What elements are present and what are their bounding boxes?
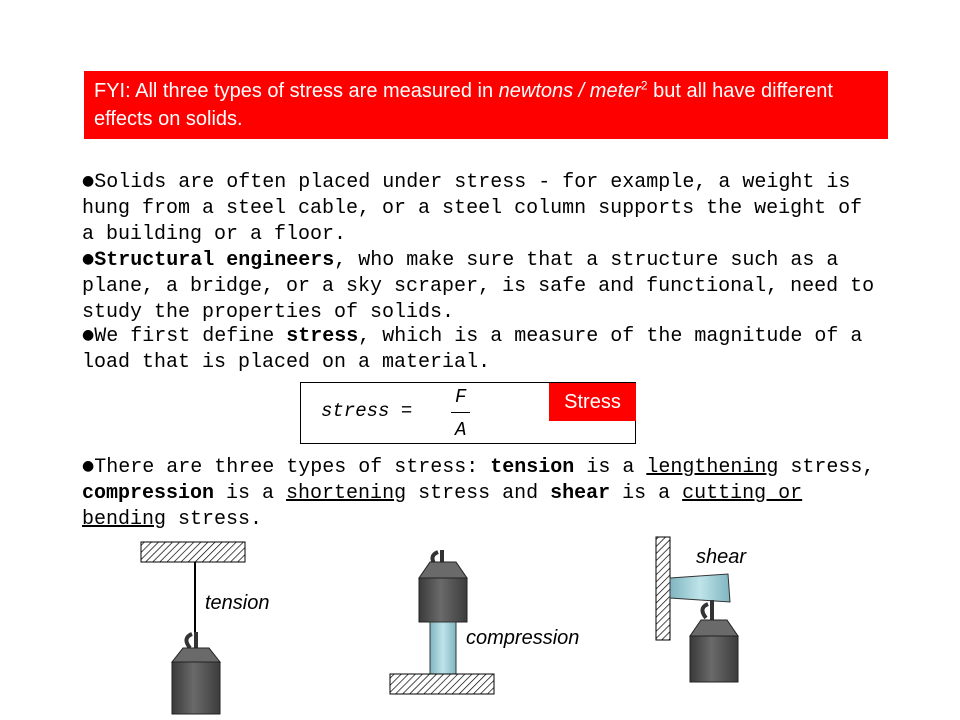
fyi-unit: newtons / meter [498,80,641,102]
lengthening-term: lengthening [646,456,779,479]
bullet-icon: ● [82,173,95,189]
types-text-3: stress, [778,456,875,479]
bullet-icon: ● [82,458,95,474]
paragraph-define-post: , which is a measure of the magnitude of a load that is placed on a material. [82,325,863,374]
types-text-6: is a [610,482,683,505]
structural-engineers-term: Structural engineers [94,249,335,272]
types-text-4: is a [214,482,287,505]
paragraph-solids-text: Solids are often placed under stress - for example, a weight is hung from a steel cable, or a steel column supports the weight of a building or a floor. [82,171,863,246]
shear-label: shear [696,546,747,568]
paragraph-engineers-text: , who make sure that a structure such as a plane, a bridge, or a sky scraper, is safe and functional, need to study the properties of solids. [82,249,875,324]
bullet-icon: ● [82,251,95,267]
fyi-suffix: but all have different effects on solids. [94,80,833,130]
types-text-5: stress and [406,482,551,505]
tension-diagram [141,542,245,714]
paragraph-define-pre: We first define [94,325,287,348]
shortening-term: shortening [286,482,407,505]
types-text-7: stress. [166,508,263,531]
weight-icon [690,620,738,682]
stress-term: stress [286,325,359,348]
shear-term: shear [550,482,611,505]
tension-label: tension [205,592,270,614]
ceiling-support [141,542,245,562]
fyi-prefix: FYI: All three types of stress are measured in [94,80,499,102]
fyi-unit-exponent: 2 [640,78,648,93]
weight-icon [419,562,467,622]
formula-lhs: stress = [321,400,413,422]
stress-tag: Stress [549,383,636,421]
compression-term: compression [82,482,215,505]
compression-column [430,622,456,674]
tension-term: tension [490,456,575,479]
hook-icon [702,600,712,622]
types-text-2: is a [574,456,647,479]
cutting-bending-term: cutting or bending [82,482,803,531]
formula-numerator: F [455,386,467,408]
formula-denominator: A [455,419,467,441]
wall-support [656,537,670,640]
types-text-1: There are three types of stress: [94,456,491,479]
shear-beam [670,574,730,602]
weight-icon [172,648,220,714]
bullet-icon: ● [82,327,95,343]
compression-diagram [390,550,494,694]
floor-support [390,674,494,694]
compression-label: compression [466,627,580,649]
